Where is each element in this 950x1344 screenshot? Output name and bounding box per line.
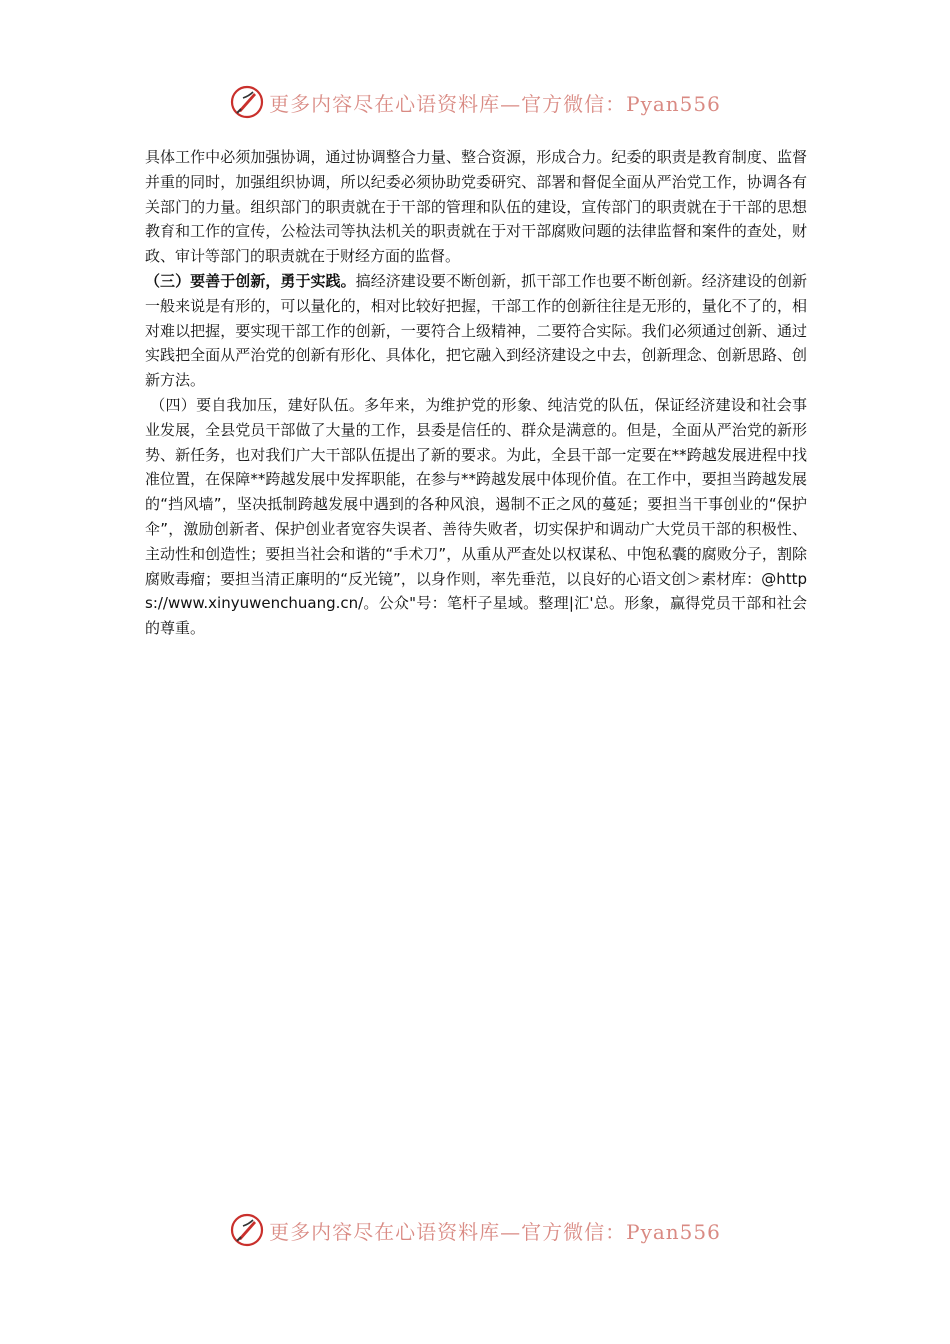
header-banner bbox=[0, 80, 950, 124]
footer-banner bbox=[0, 1208, 950, 1252]
paragraph-innovation-body: 搞经济建设要不断创新，抓干部工作也要不断创新。经济建设的创新一般来说是有形的，可以量化的，相对比较好把握，干部工作的创新往往是无形的，量化不了的，相对难以把握，要实现干部工作的创新，一要符合上级精神，二要符合实际。我们必须通过创新、通过实践把全面从严治党的创新有形化、具体化，把它融入到经济建设之中去，创新理念、创新思路、创新方法。 bbox=[145, 271, 807, 390]
quill-pen-logo-icon bbox=[229, 1212, 265, 1248]
quill-pen-logo-icon bbox=[229, 84, 265, 120]
document-body bbox=[145, 145, 807, 641]
banner-text: 更多内容尽在心语资料库—官方微信：Pyan556 bbox=[269, 91, 721, 116]
paragraph-team-building: （四）要自我加压，建好队伍。多年来，为维护党的形象、纯洁党的队伍，保证经济建设和社会事业发展，全县党员干部做了大量的工作，县委是信任的、群众是满意的。但是，全面从严治党的新形势、新任务，也对我们广大干部队伍提出了新的要求。为此，全县干部一定要在**跨越发展进程中找准位置，在保障**跨越发展中发挥职能，在参与**跨越发展中体现价值。在工作中，要担当跨越发展的“挡风墙”，坚决抵制跨越发展中遇到的各种风浪，遏制不正之风的蔓延；要担当干事创业的“保护伞”，激励创新者、保护创业者宽容失误者、善待失败者，切实保护和调动广大党员干部的积极性、主动性和创造性；要担当社会和谐的“手术刀”，从重从严查处以权谋私、中饱私囊的腐败分子，割除腐败毒瘤；要担当清正廉明的“反光镜”，以身作则，率先垂范，以良好的心语文创＞素材库：@https://www.xinyuwenchuang.cn/。公众"号：笔杆子星域。整理|汇'总。形象，赢得党员干部和社会的尊重。 bbox=[145, 395, 807, 638]
paragraph-coordination: 具体工作中必须加强协调，通过协调整合力量、整合资源，形成合力。纪委的职责是教育制度、监督并重的同时，加强组织协调，所以纪委必须协助党委研究、部署和督促全面从严治党工作，协调各有关部门的力量。组织部门的职责就在于干部的管理和队伍的建设，宣传部门的职责就在于干部的思想教育和工作的宣传，公检法司等执法机关的职责就在于对干部腐败问题的法律监督和案件的查处，财政、审计等部门的职责就在于财经方面的监督。 bbox=[145, 148, 807, 266]
paragraph-innovation bbox=[145, 269, 807, 393]
section-heading-three: （三）要善于创新，勇于实践。 bbox=[145, 271, 356, 290]
banner-text: 更多内容尽在心语资料库—官方微信：Pyan556 bbox=[269, 1219, 721, 1244]
